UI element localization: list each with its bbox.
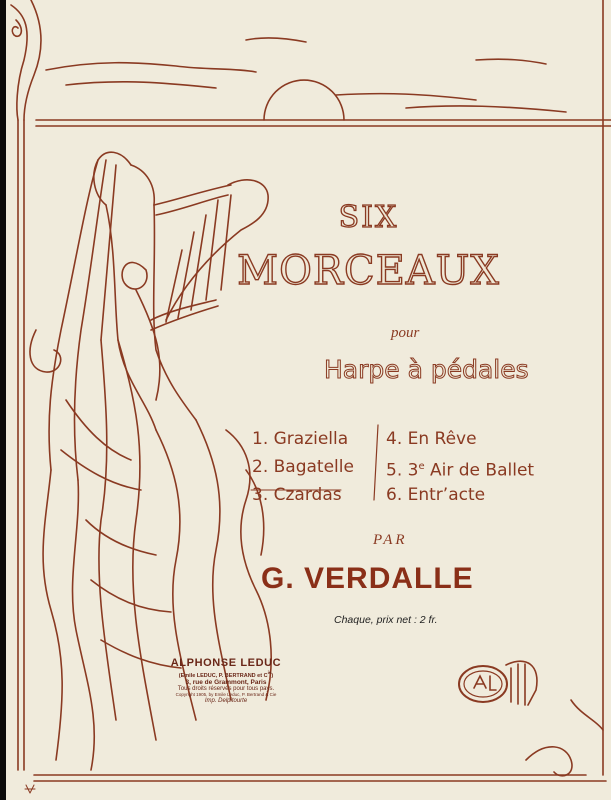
top-left-ornament [11,0,41,120]
pieces-divider [374,425,378,500]
piece-item: 4. En Rêve [386,429,477,449]
par-label: PAR [373,532,408,548]
sun-and-clouds [46,38,566,120]
piece-item: 6. Entr’acte [386,485,486,505]
piece-item: 3. Czardas [252,485,342,505]
publisher-sub-end: ) [271,672,274,679]
pieces-list-left [252,425,354,509]
title-six: SIX [338,200,399,235]
copyright-note: Copyright 1905, by Emile Leduc, P. Bertrand & Cie [175,691,277,697]
publisher-sub-sup: ie [267,670,272,675]
piece-superscript: e [418,461,425,472]
rights-note: Tous droits réservés pour tous pays. [177,685,275,692]
scroll-vine [30,330,603,776]
piece-title: Air de Ballet [424,460,535,481]
art-nouveau-illustration [6,0,611,800]
piece-item: 2. Bagatelle [252,457,354,477]
monogram-icon [25,785,35,793]
publisher-address: 3, rue de Grammont, Paris [185,678,267,686]
piece-item: 1. Graziella [252,429,349,449]
title-morceaux: MORCEAUX [237,248,500,294]
publisher-sub-text: (Emile LEDUC, P. BERTRAND et C [178,672,268,679]
piece-number: 5. 3 [386,460,419,481]
frame-border [18,0,611,781]
publisher-sub [156,670,296,679]
instrument-title: Harpe à pédales [324,355,529,384]
publisher-logo [459,661,537,705]
printer-note: Imp. Delpitourte [204,697,248,704]
pieces-list-right [386,425,534,509]
price-note: Chaque, prix net : 2 fr. [334,614,438,626]
publisher-block [156,657,296,704]
composer-name: G. VERDALLE [261,562,474,595]
publisher-name: ALPHONSE LEDUC [170,657,282,669]
pour-label: pour [391,325,420,341]
score-cover [6,0,611,800]
piece-item [386,453,534,481]
